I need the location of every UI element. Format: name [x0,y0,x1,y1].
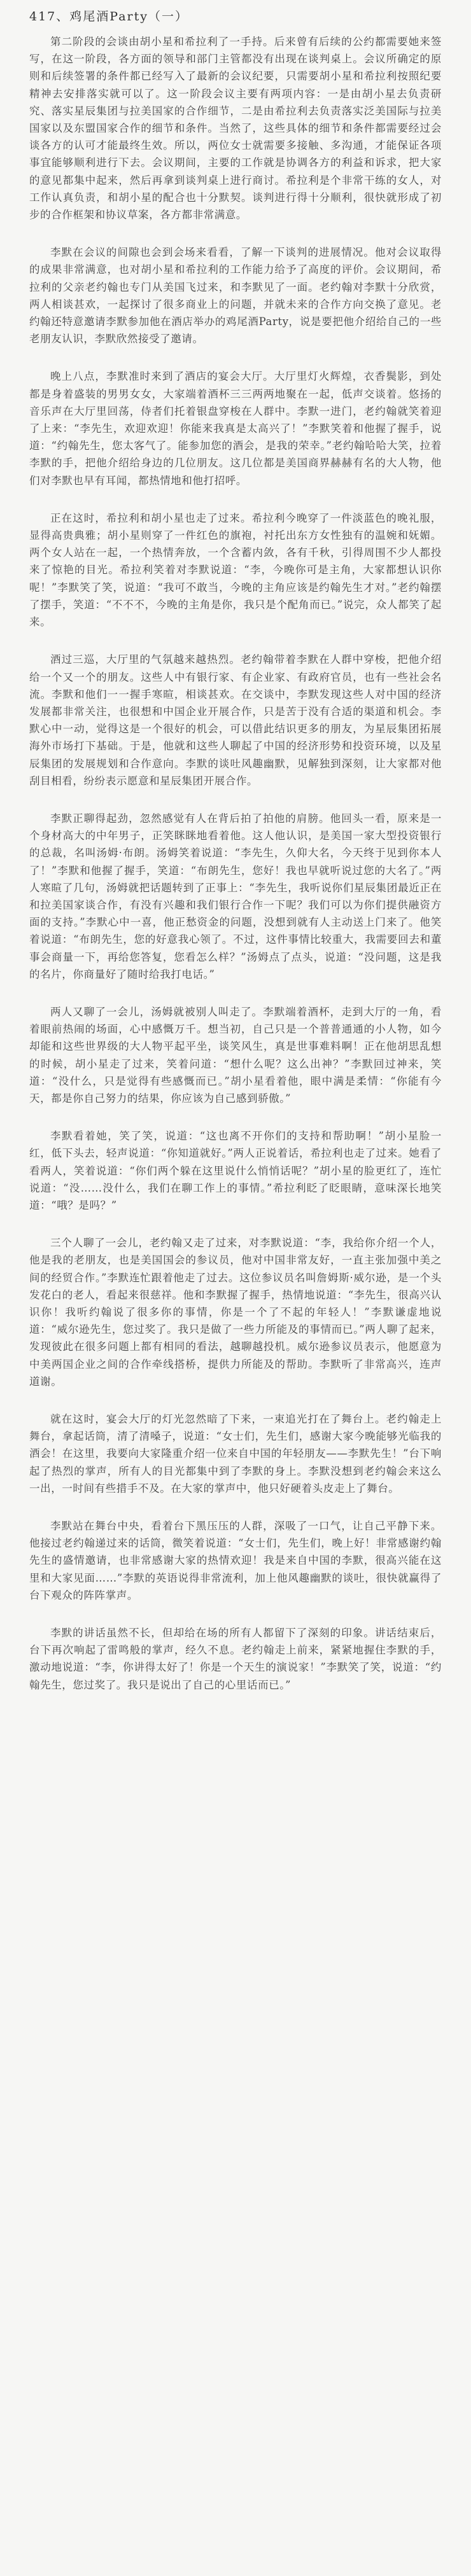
paragraph: 李默的讲话虽然不长，但却给在场的所有人都留下了深刻的印象。讲话结束后，台下再次响起了雷鸣般的掌声，经久不息。老约翰走上前来，紧紧地握住李默的手，激动地说道：“李，你讲得太好了！你是一个天生的演说家！”李默笑了笑，说道：“约翰先生，您过奖了。我只是说出了自己的心里话而已。” [29,1627,442,1691]
paragraph: 李默站在舞台中央，看着台下黑压压的人群，深吸了一口气，让自己平静下来。他接过老约翰递过来的话筒，微笑着说道：“女士们，先生们，晚上好！非常感谢约翰先生的盛情邀请，也非常感谢大家的热情欢迎！我是来自中国的李默，很高兴能在这里和大家见面……”李默的英语说得非常流利，加上他风趣幽默的谈吐，很快就赢得了台下观众的阵阵掌声。 [29,1520,442,1601]
paragraph: 李默在会议的间隙也会到会场来看看，了解一下谈判的进展情况。他对会议取得的成果非常满意，也对胡小星和希拉利的工作能力给予了高度的评价。会议期间，希拉利的父亲老约翰也专门从美国飞过来，和李默见了一面。老约翰对李默十分欣赏，两人相谈甚欢，一起探讨了很多商业上的问题，并就未来的合作方向交换了意见。老约翰还特意邀请李默参加他在酒店举办的鸡尾酒Party，说是要把他介绍给自己的一些老朋友认识，李默欣然接受了邀请。 [29,246,442,345]
paragraph: 晚上八点，李默准时来到了酒店的宴会大厅。大厅里灯火辉煌，衣香鬓影，到处都是身着盛装的男男女女，大家端着酒杯三三两两地聚在一起，低声交谈着。悠扬的音乐声在大厅里回荡，侍者们托着银盘穿梭在人群中。李默一进门，老约翰就笑着迎了上来：“李先生，欢迎欢迎！你能来我真是太高兴了！”李默笑着和他握了握手，说道：“约翰先生，您太客气了。能参加您的酒会，是我的荣幸。”老约翰哈哈大笑，拉着李默的手，把他介绍给身边的几位朋友。这几位都是美国商界赫赫有名的大人物，他们对李默也早有耳闻，都热情地和他打招呼。 [29,370,442,487]
paragraph: 两人又聊了一会儿，汤姆就被别人叫走了。李默端着酒杯，走到大厅的一角，看着眼前热闹的场面，心中感慨万千。想当初，自己只是一个普普通通的小人物，如今却能和这些世界级的大人物平起平坐，谈笑风生，真是世事难料啊！正在他胡思乱想的时候，胡小星走了过来，笑着问道：“想什么呢？这么出神？”李默回过神来，笑道：“没什么，只是觉得有些感慨而已。”胡小星看着他，眼中满是柔情：“你能有今天，都是你自己努力的结果，你应该为自己感到骄傲。” [29,1005,442,1104]
paragraph: 酒过三巡，大厅里的气氛越来越热烈。老约翰带着李默在人群中穿梭，把他介绍给一个又一个的朋友。这些人中有银行家、有企业家、有政府官员，也有一些社会名流。李默和他们一一握手寒暄，相谈甚欢。在交谈中，李默发现这些人对中国的经济发展都非常关注，也很想和中国企业开展合作，只是苦于没有合适的渠道和机会。李默心中一动，觉得这是一个很好的机会，可以借此结识更多的朋友，为星辰集团拓展海外市场打下基础。于是，他就和这些人聊起了中国的经济形势和投资环境，以及星辰集团的发展规划和合作意向。李默的谈吐风趣幽默，见解独到深刻，让大家都对他刮目相看，纷纷表示愿意和星辰集团开展合作。 [29,653,442,787]
paragraph: 正在这时，希拉利和胡小星也走了过来。希拉利今晚穿了一件淡蓝色的晚礼服，显得高贵典雅；胡小星则穿了一件红色的旗袍，衬托出东方女性独有的温婉和妩媚。两个女人站在一起，一个热情奔放，一个含蓄内敛，各有千秋，引得周围不少人都投来了惊艳的目光。希拉利笑着对李默说道：“李，今晚你可是主角，大家都想认识你呢！”李默笑了笑，说道：“我可不敢当，今晚的主角应该是约翰先生才对。”老约翰摆了摆手，笑道：“不不不，今晚的主角是你，我只是个配角而已。”说完，众人都笑了起来。 [29,512,442,629]
paragraph: 李默看着她，笑了笑，说道：“这也离不开你们的支持和帮助啊！”胡小星脸一红，低下头去，轻声说道：“你知道就好。”两人正说着话，希拉利也走了过来。她看了看两人，笑着说道：“你们两个躲在这里说什么悄悄话呢？”胡小星的脸更红了，连忙说道：“没……没什么，我们在聊工作上的事情。”希拉利眨了眨眼睛，意味深长地笑道：“哦？是吗？” [29,1130,442,1211]
paragraph: 就在这时，宴会大厅的灯光忽然暗了下来，一束追光打在了舞台上。老约翰走上舞台，拿起话筒，清了清嗓子，说道：“女士们，先生们，感谢大家今晚能够光临我的酒会！在这里，我要向大家隆重介绍一位来自中国的年轻朋友——李默先生！”台下响起了热烈的掌声，所有人的目光都集中到了李默的身上。李默没想到老约翰会来这么一出，一时间有些措手不及。在大家的掌声中，他只好硬着头皮走上了舞台。 [29,1413,442,1494]
chapter-title: 417、鸡尾酒Party（一） [29,10,188,24]
paragraph: 三个人聊了一会儿，老约翰又走了过来，对李默说道：“李，我给你介绍一个人，他是我的老朋友，也是美国国会的参议员，他对中国非常友好，一直主张加强中美之间的经贸合作。”李默连忙跟着他走了过去。这位参议员名叫詹姆斯·威尔逊，是一个头发花白的老人，看起来很慈祥。他和李默握了握手，热情地说道：“李先生，很高兴认识你！我听约翰说了很多你的事情，你是一个了不起的年轻人！”李默谦虚地说道：“威尔逊先生，您过奖了。我只是做了一些力所能及的事情而已。”两人聊了起来，发现彼此在很多问题上都有相同的看法，越聊越投机。威尔逊参议员表示，他愿意为中美两国企业之间的合作牵线搭桥，提供力所能及的帮助。李默听了非常高兴，连声道谢。 [29,1237,442,1388]
paragraph: 李默正聊得起劲，忽然感觉有人在背后拍了拍他的肩膀。他回头一看，原来是一个身材高大的中年男子，正笑眯眯地看着他。这人他认识，是美国一家大型投资银行的总裁，名叫汤姆·布朗。汤姆笑着说道：“李先生，久仰大名，今天终于见到你本人了！”李默和他握了握手，笑道：“布朗先生，您好！我也早就听说过您的大名了。”两人寒暄了几句，汤姆就把话题转到了正事上：“李先生，我听说你们星辰集团最近正在和拉美国家谈合作，有没有兴趣和我们银行合作一下呢？我们可以为你们提供融资方面的支持。”李默心中一喜，他正愁资金的问题，没想到就有人主动送上门来了。他笑着说道：“布朗先生，您的好意我心领了。不过，这件事情比较重大，我需要回去和董事会商量一下，再给您答复，您看怎么样？”汤姆点了点头，说道：“没问题，这是我的名片，你商量好了随时给我打电话。” [29,812,442,980]
paragraph: 第二阶段的会谈由胡小星和希拉利了一手持。后来曾有后续的公约都需要她来签写，在这一阶段，各方面的领导和部门主管都没有出现在谈判桌上。会议所确定的原则和后续签署的条件都已经写入了最新的会议纪要，只需要胡小星和希拉利按照纪要精神去安排落实就可以了。这一阶段会议主要有两项内容：一是由胡小星去负责研究、落实星辰集团与拉美国家的合作细节，二是由希拉利去负责落实泛美国际与拉美国家以及东盟国家合作的细节和条件。当然了，这些具体的细节和条件都需要经过会谈各方的认可才能最终生效。所以，两位女士就需要多接触、多沟通，才能保证各项事宜能够顺利进行下去。会议期间，主要的工作就是协调各方的利益和诉求，把大家的意见都集中起来，然后再拿到谈判桌上进行商讨。希拉利是个非常干练的女人，对工作认真负责，和胡小星的配合也十分默契。谈判进行得十分顺利，很快就形成了初步的合作框架和协议草案，各方都非常满意。 [29,36,442,221]
chapter-body [29,33,442,1694]
